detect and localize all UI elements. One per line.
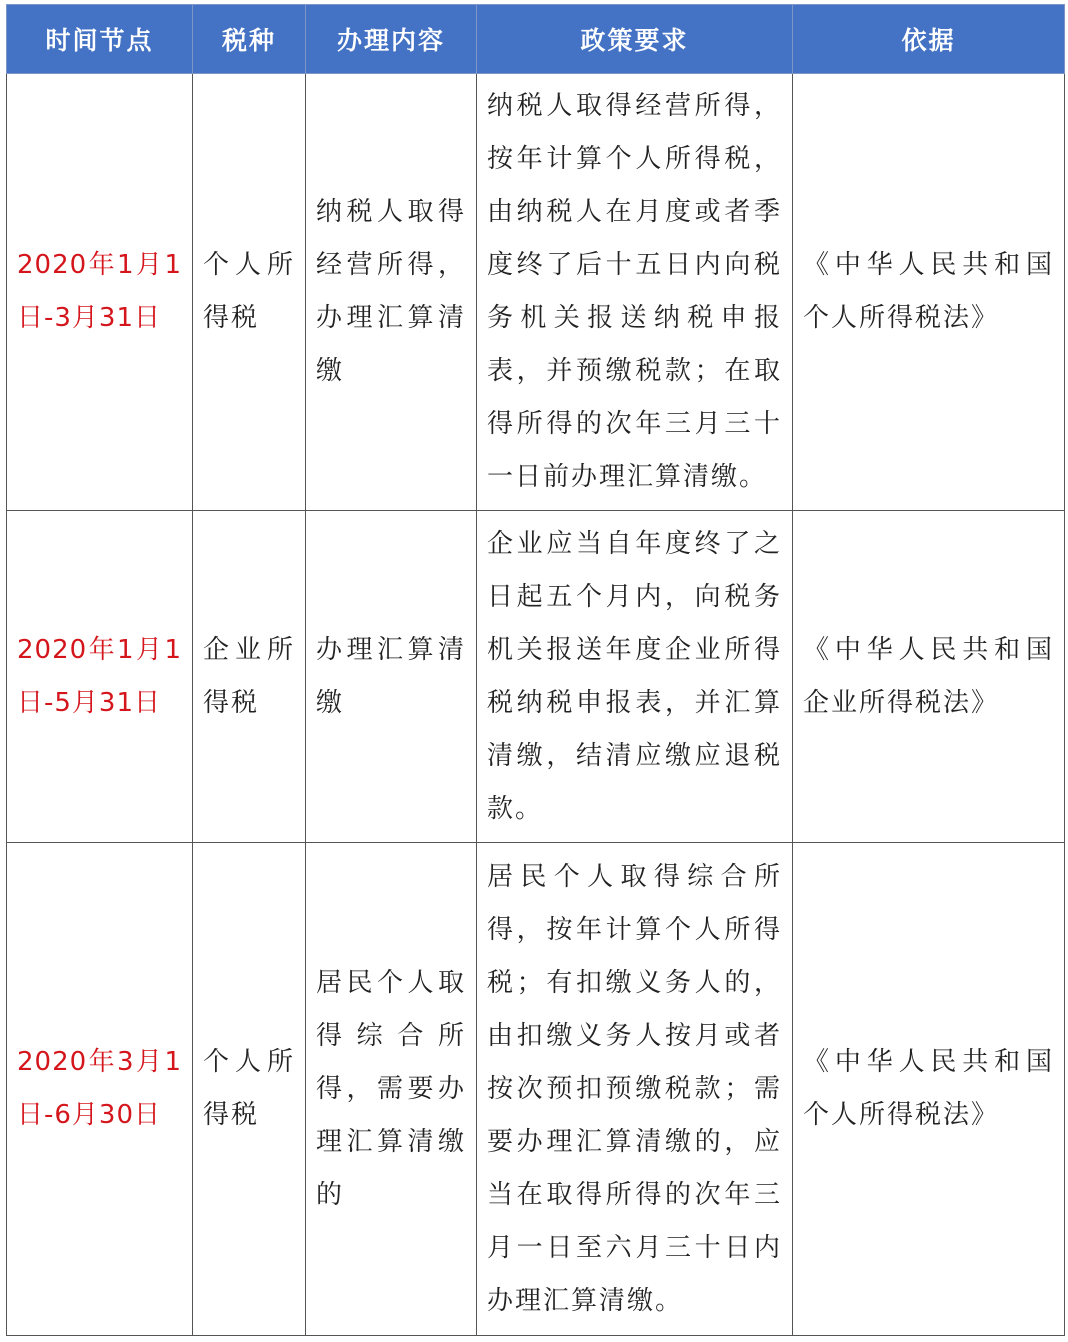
tax-schedule-table [6,4,1065,1336]
cell-date: 2020年3月1日-6月30日 [7,843,193,1336]
header-tax-type: 税种 [193,5,306,74]
header-policy: 政策要求 [477,5,793,74]
table-row [7,511,1065,843]
cell-basis: 《中华人民共和国个人所得税法》 [793,74,1065,511]
table-row [7,843,1065,1336]
cell-policy: 居民个人取得综合所得，按年计算个人所得税；有扣缴义务人的，由扣缴义务人按月或者按次预扣预缴税款；需要办理汇算清缴的，应当在取得所得的次年三月一日至六月三十日内办理汇算清缴。 [477,843,793,1336]
header-content: 办理内容 [306,5,477,74]
tax-schedule-table-container [6,4,1064,1336]
table-row [7,74,1065,511]
header-basis: 依据 [793,5,1065,74]
cell-content: 办理汇算清缴 [306,511,477,843]
cell-content: 居民个人取得综合所得，需要办理汇算清缴的 [306,843,477,1336]
cell-policy: 纳税人取得经营所得，按年计算个人所得税，由纳税人在月度或者季度终了后十五日内向税务机关报送纳税申报表，并预缴税款；在取得所得的次年三月三十一日前办理汇算清缴。 [477,74,793,511]
cell-basis: 《中华人民共和国个人所得税法》 [793,843,1065,1336]
cell-date: 2020年1月1日-5月31日 [7,511,193,843]
cell-date: 2020年1月1日-3月31日 [7,74,193,511]
cell-tax-type: 个人所得税 [193,74,306,511]
cell-basis: 《中华人民共和国企业所得税法》 [793,511,1065,843]
cell-tax-type: 企业所得税 [193,511,306,843]
table-header-row [7,5,1065,74]
header-time-node: 时间节点 [7,5,193,74]
cell-tax-type: 个人所得税 [193,843,306,1336]
cell-policy: 企业应当自年度终了之日起五个月内，向税务机关报送年度企业所得税纳税申报表，并汇算清缴，结清应缴应退税款。 [477,511,793,843]
cell-content: 纳税人取得经营所得，办理汇算清缴 [306,74,477,511]
